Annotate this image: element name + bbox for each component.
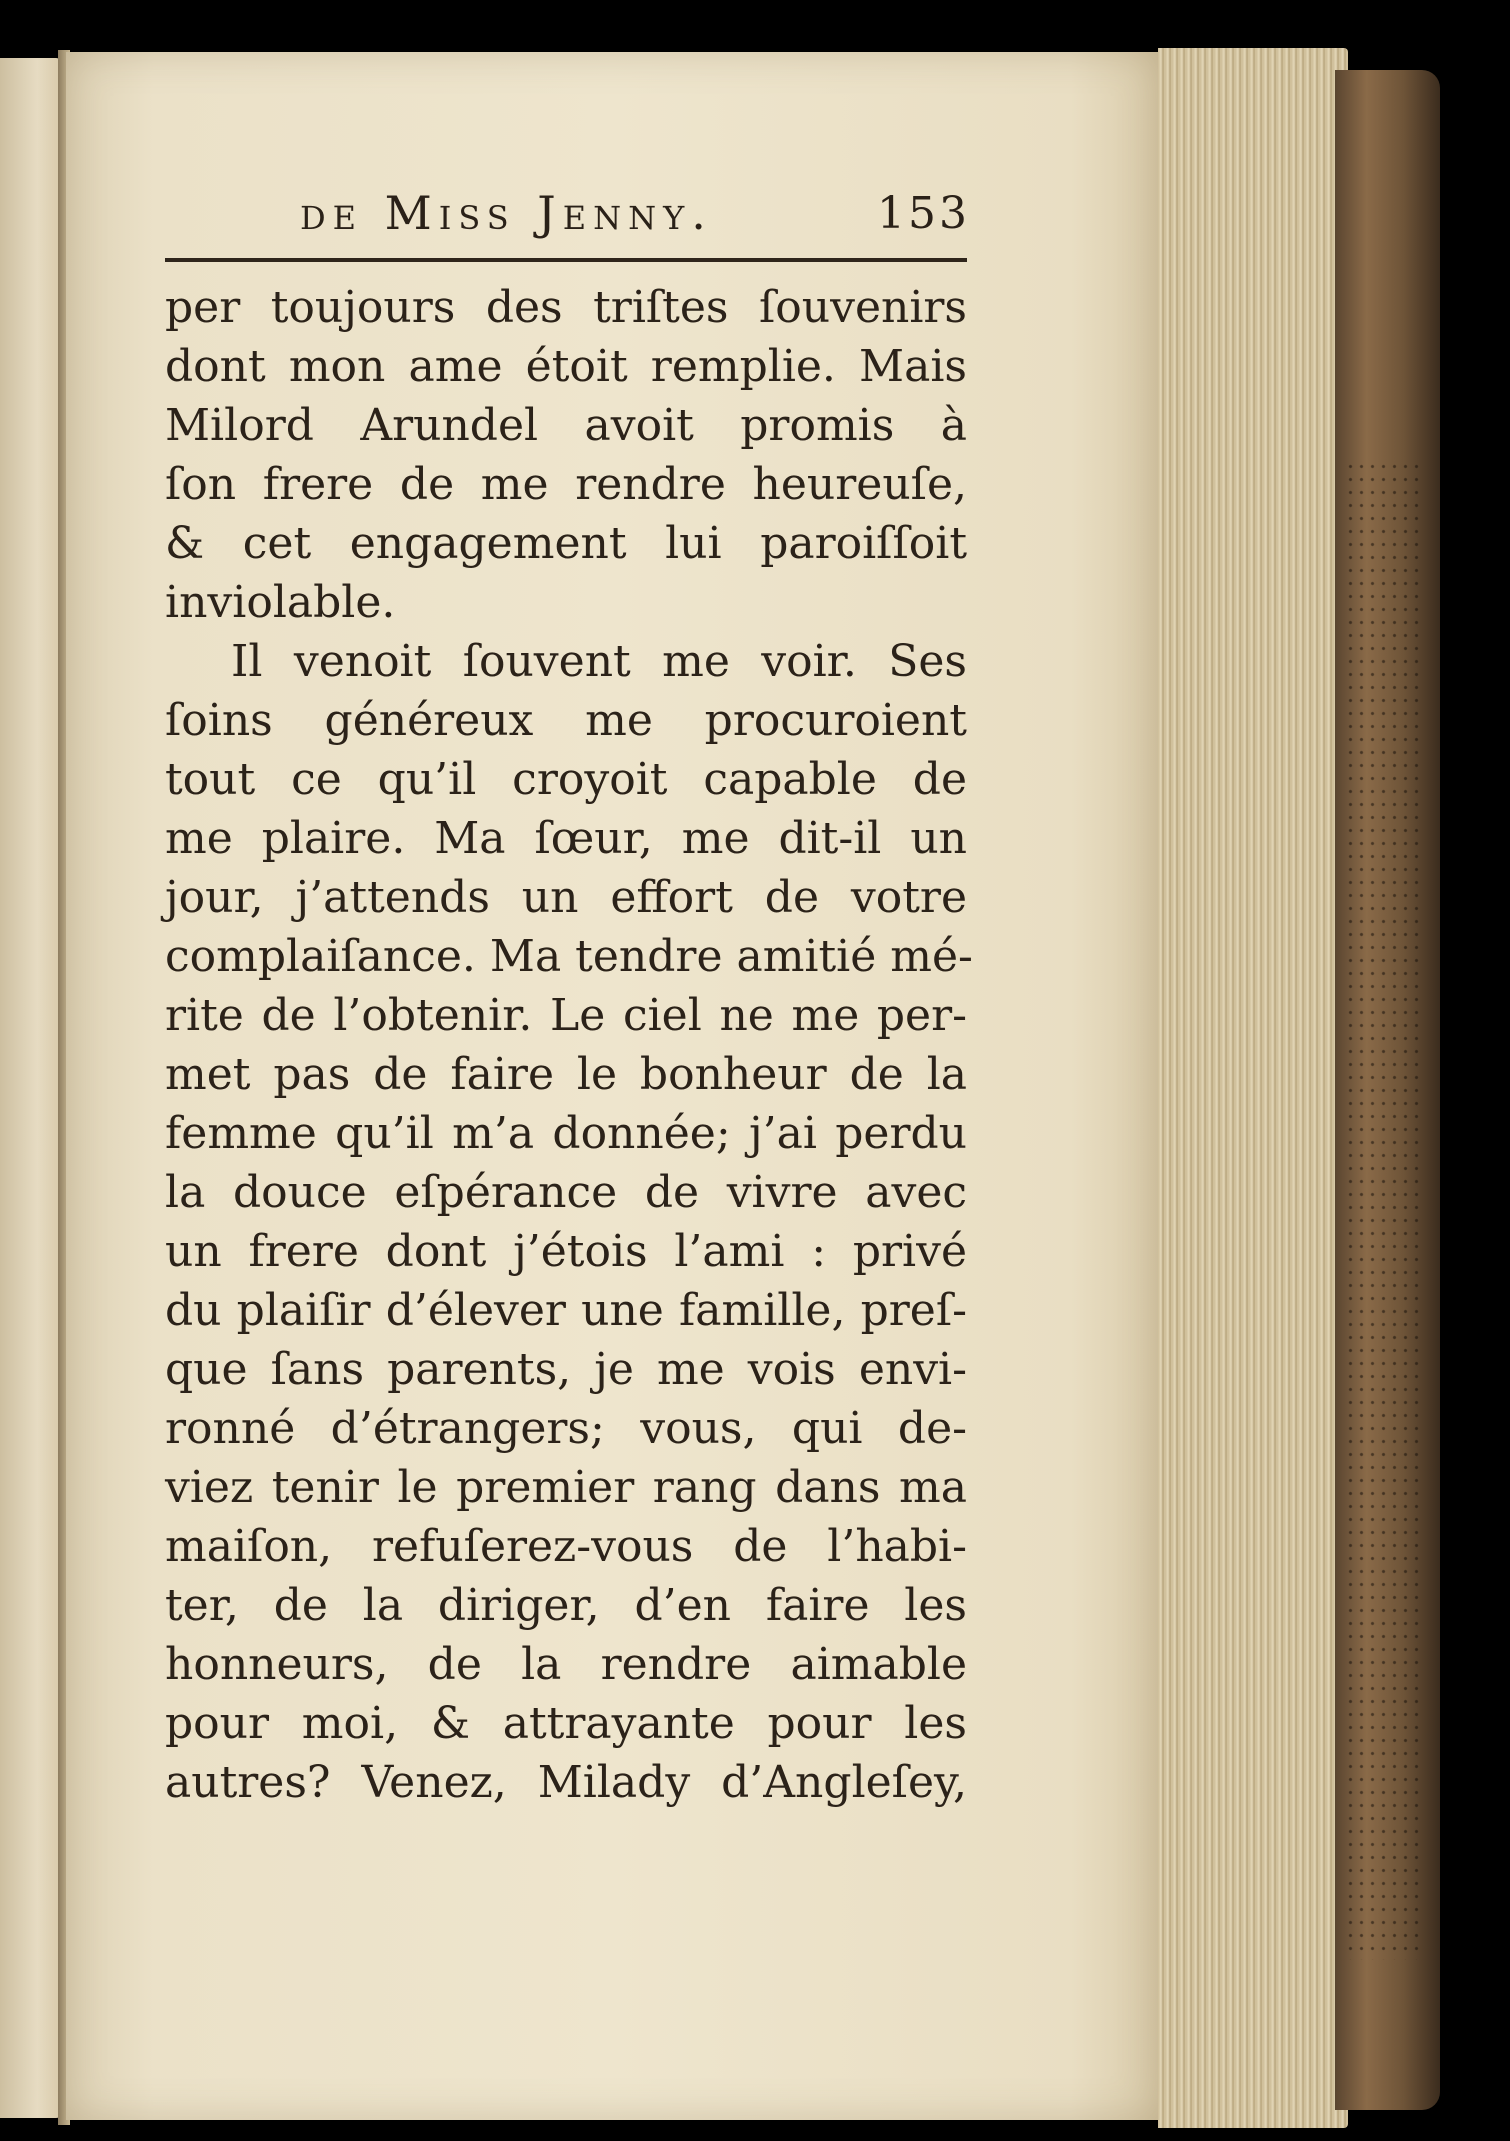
text-line: maiſon, refuſerez-vous de l’habi-	[165, 1521, 967, 1572]
text-line: ſoins généreux me procuroient	[165, 695, 967, 746]
running-head	[300, 180, 970, 250]
text-line: met pas de faire le bonheur de la	[165, 1049, 967, 1100]
header-rule	[165, 258, 967, 262]
text-line: rite de l’obtenir. Le ciel ne me per-	[165, 990, 967, 1041]
text-line: autres? Venez, Milady d’Angleſey,	[165, 1757, 967, 1808]
text-line: tout ce qu’il croyoit capable de	[165, 754, 967, 805]
text-line: complaiſance. Ma tendre amitié mé-	[165, 931, 973, 982]
page-number: 153	[877, 188, 970, 239]
text-line: ſon frere de me rendre heureuſe,	[165, 459, 967, 510]
text-line: ter, de la diriger, d’en faire les	[165, 1580, 967, 1631]
text-line: per toujours des triſtes ſouvenirs	[165, 282, 967, 333]
body-text	[165, 278, 973, 1812]
text-line: me plaire. Ma ſœur, me dit-il un	[165, 813, 967, 864]
text-line: du plaiſir d’élever une famille, preſ-	[165, 1285, 967, 1336]
text-line: que ſans parents, je me vois envi-	[165, 1344, 967, 1395]
previous-page-edge	[0, 58, 62, 2118]
text-line: jour, j’attends un effort de votre	[165, 872, 967, 923]
text-line: dont mon ame étoit remplie. Mais	[165, 341, 967, 392]
text-line: inviolable.	[165, 577, 396, 628]
page-stack-edge	[1158, 48, 1348, 2128]
text-line: pour moi, & attrayante pour les	[165, 1698, 967, 1749]
text-line: & cet engagement lui paroiſſoit	[165, 518, 967, 569]
text-line: Il venoit ſouvent me voir. Ses	[231, 636, 967, 687]
text-line: viez tenir le premier rang dans ma	[165, 1462, 967, 1513]
text-line: femme qu’il m’a donnée; j’ai perdu	[165, 1108, 967, 1159]
running-head-title: de Miss Jenny.	[300, 186, 713, 240]
text-line: la douce eſpérance de vivre avec	[165, 1167, 967, 1218]
cover-texture	[1345, 460, 1425, 1960]
text-line: ronné d’étrangers; vous, qui de-	[165, 1403, 967, 1454]
text-line: honneurs, de la rendre aimable	[165, 1639, 967, 1690]
text-line: Milord Arundel avoit promis à	[165, 400, 967, 451]
text-line: un frere dont j’étois l’ami : privé	[165, 1226, 967, 1277]
